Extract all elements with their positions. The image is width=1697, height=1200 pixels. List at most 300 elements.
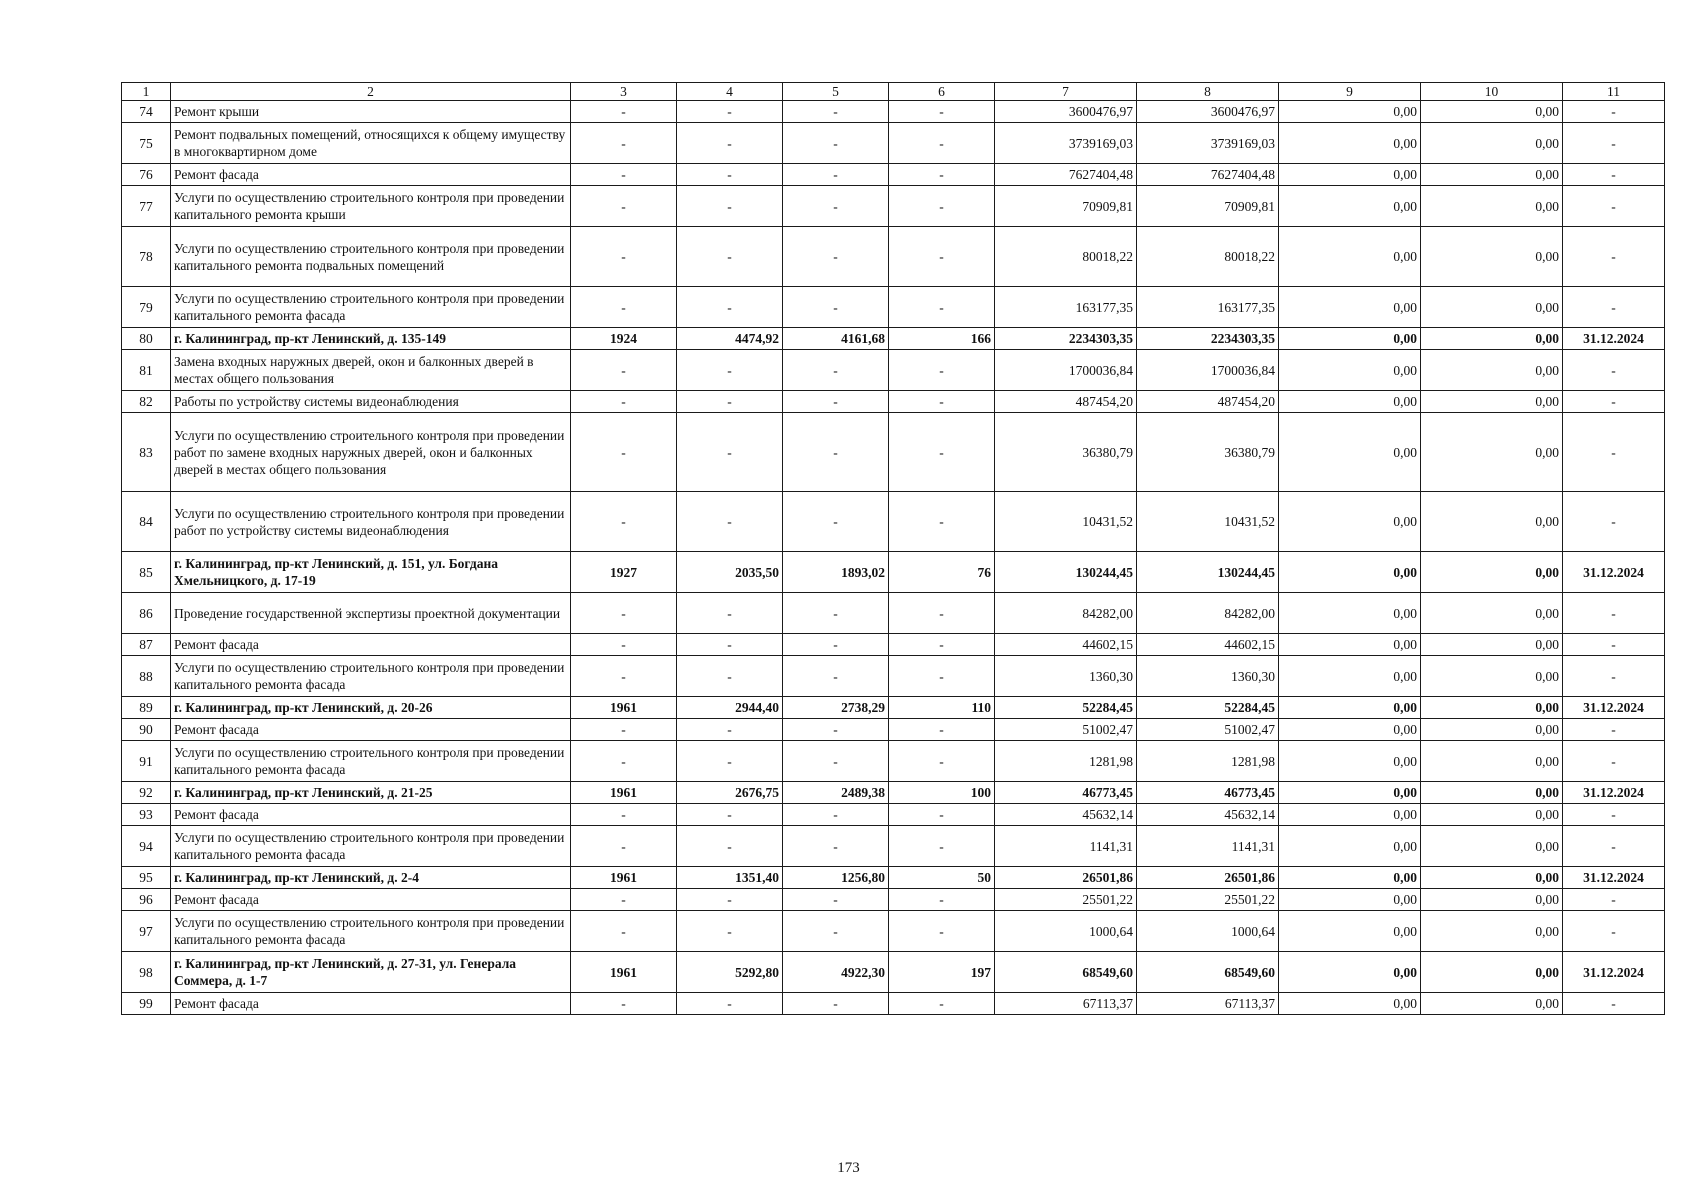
budget-cell: 0,00 [1279, 867, 1421, 889]
year-cell: 1961 [571, 867, 677, 889]
year-cell: - [571, 492, 677, 552]
row-number-cell: 86 [122, 593, 171, 634]
deadline-cell: - [1563, 287, 1665, 328]
year-cell: - [571, 826, 677, 867]
total-cost-cell: 46773,45 [995, 782, 1137, 804]
area-cell: - [677, 826, 783, 867]
other-cell: 0,00 [1421, 782, 1563, 804]
work-row [122, 186, 1665, 227]
total-cost-cell: 487454,20 [995, 391, 1137, 413]
total-cost-cell: 70909,81 [995, 186, 1137, 227]
living-area-cell: - [783, 593, 889, 634]
other-cell: 0,00 [1421, 593, 1563, 634]
area-cell: - [677, 227, 783, 287]
work-row [122, 634, 1665, 656]
address-row [122, 328, 1665, 350]
row-number-cell: 89 [122, 697, 171, 719]
other-cell: 0,00 [1421, 287, 1563, 328]
work-row [122, 492, 1665, 552]
work-name-cell: Услуги по осуществлению строительного контроля при проведении работ по устройству системы видеонаблюдения [171, 492, 571, 552]
budget-cell: 0,00 [1279, 101, 1421, 123]
year-cell: - [571, 350, 677, 391]
other-cell: 0,00 [1421, 993, 1563, 1015]
living-area-cell: - [783, 101, 889, 123]
year-cell: - [571, 911, 677, 952]
budget-cell: 0,00 [1279, 656, 1421, 697]
work-name-cell: Ремонт фасада [171, 993, 571, 1015]
residents-cell: - [889, 804, 995, 826]
total-cost-cell: 67113,37 [995, 993, 1137, 1015]
living-area-cell: - [783, 634, 889, 656]
other-cell: 0,00 [1421, 123, 1563, 164]
residents-cell: - [889, 719, 995, 741]
total-cost-cell: 10431,52 [995, 492, 1137, 552]
area-cell: - [677, 186, 783, 227]
fund-cost-cell: 52284,45 [1137, 697, 1279, 719]
residents-cell: 100 [889, 782, 995, 804]
row-number-cell: 97 [122, 911, 171, 952]
budget-cell: 0,00 [1279, 782, 1421, 804]
fund-cost-cell: 84282,00 [1137, 593, 1279, 634]
area-cell: - [677, 889, 783, 911]
total-cost-cell: 44602,15 [995, 634, 1137, 656]
column-header: 3 [571, 83, 677, 101]
row-number-cell: 85 [122, 552, 171, 593]
deadline-cell: - [1563, 413, 1665, 492]
year-cell: 1924 [571, 328, 677, 350]
area-cell: - [677, 634, 783, 656]
column-header: 5 [783, 83, 889, 101]
work-name-cell: г. Калининград, пр-кт Ленинский, д. 20-26 [171, 697, 571, 719]
work-name-cell: Услуги по осуществлению строительного контроля при проведении капитального ремонта фасада [171, 656, 571, 697]
year-cell: - [571, 101, 677, 123]
work-name-cell: Ремонт фасада [171, 719, 571, 741]
residents-cell: - [889, 656, 995, 697]
area-cell: 4474,92 [677, 328, 783, 350]
row-number-cell: 93 [122, 804, 171, 826]
residents-cell: - [889, 889, 995, 911]
other-cell: 0,00 [1421, 656, 1563, 697]
residents-cell: - [889, 101, 995, 123]
area-cell: 1351,40 [677, 867, 783, 889]
year-cell: - [571, 227, 677, 287]
residents-cell: - [889, 492, 995, 552]
row-number-cell: 91 [122, 741, 171, 782]
work-row [122, 719, 1665, 741]
work-name-cell: г. Калининград, пр-кт Ленинский, д. 21-25 [171, 782, 571, 804]
column-header: 1 [122, 83, 171, 101]
area-cell: - [677, 656, 783, 697]
work-row [122, 164, 1665, 186]
year-cell: 1961 [571, 952, 677, 993]
fund-cost-cell: 1360,30 [1137, 656, 1279, 697]
other-cell: 0,00 [1421, 186, 1563, 227]
fund-cost-cell: 46773,45 [1137, 782, 1279, 804]
budget-cell: 0,00 [1279, 826, 1421, 867]
fund-cost-cell: 3739169,03 [1137, 123, 1279, 164]
budget-cell: 0,00 [1279, 123, 1421, 164]
year-cell: - [571, 889, 677, 911]
total-cost-cell: 163177,35 [995, 287, 1137, 328]
residents-cell: - [889, 413, 995, 492]
living-area-cell: - [783, 227, 889, 287]
budget-cell: 0,00 [1279, 164, 1421, 186]
work-name-cell: Ремонт фасада [171, 164, 571, 186]
row-number-cell: 87 [122, 634, 171, 656]
work-name-cell: Услуги по осуществлению строительного контроля при проведении капитального ремонта фасада [171, 826, 571, 867]
other-cell: 0,00 [1421, 164, 1563, 186]
column-header: 7 [995, 83, 1137, 101]
living-area-cell: - [783, 287, 889, 328]
other-cell: 0,00 [1421, 413, 1563, 492]
work-row [122, 804, 1665, 826]
work-name-cell: Услуги по осуществлению строительного контроля при проведении работ по замене входных наружных дверей, окон и балконных дверей в местах общего пользования [171, 413, 571, 492]
work-name-cell: Услуги по осуществлению строительного контроля при проведении капитального ремонта крыши [171, 186, 571, 227]
deadline-cell: - [1563, 634, 1665, 656]
fund-cost-cell: 80018,22 [1137, 227, 1279, 287]
row-number-cell: 75 [122, 123, 171, 164]
total-cost-cell: 68549,60 [995, 952, 1137, 993]
year-cell: 1927 [571, 552, 677, 593]
residents-cell: 50 [889, 867, 995, 889]
residents-cell: - [889, 287, 995, 328]
area-cell: 2944,40 [677, 697, 783, 719]
row-number-cell: 82 [122, 391, 171, 413]
budget-cell: 0,00 [1279, 593, 1421, 634]
year-cell: - [571, 186, 677, 227]
row-number-cell: 92 [122, 782, 171, 804]
year-cell: - [571, 656, 677, 697]
fund-cost-cell: 163177,35 [1137, 287, 1279, 328]
area-cell: 2035,50 [677, 552, 783, 593]
residents-cell: - [889, 993, 995, 1015]
work-name-cell: Услуги по осуществлению строительного контроля при проведении капитального ремонта подвальных помещений [171, 227, 571, 287]
work-name-cell: Ремонт фасада [171, 889, 571, 911]
living-area-cell: - [783, 413, 889, 492]
total-cost-cell: 51002,47 [995, 719, 1137, 741]
fund-cost-cell: 130244,45 [1137, 552, 1279, 593]
area-cell: - [677, 741, 783, 782]
deadline-cell: - [1563, 911, 1665, 952]
row-number-cell: 74 [122, 101, 171, 123]
area-cell: - [677, 287, 783, 328]
other-cell: 0,00 [1421, 741, 1563, 782]
deadline-cell: - [1563, 826, 1665, 867]
residents-cell: 110 [889, 697, 995, 719]
work-name-cell: г. Калининград, пр-кт Ленинский, д. 135-149 [171, 328, 571, 350]
work-name-cell: Ремонт крыши [171, 101, 571, 123]
deadline-cell: 31.12.2024 [1563, 328, 1665, 350]
living-area-cell: - [783, 826, 889, 867]
living-area-cell: 4922,30 [783, 952, 889, 993]
year-cell: - [571, 164, 677, 186]
residents-cell: - [889, 826, 995, 867]
work-name-cell: г. Калининград, пр-кт Ленинский, д. 27-31, ул. Генерала Соммера, д. 1-7 [171, 952, 571, 993]
work-row [122, 227, 1665, 287]
year-cell: - [571, 287, 677, 328]
work-row [122, 101, 1665, 123]
work-name-cell: Замена входных наружных дверей, окон и балконных дверей в местах общего пользования [171, 350, 571, 391]
row-number-cell: 76 [122, 164, 171, 186]
budget-cell: 0,00 [1279, 413, 1421, 492]
table-body [122, 101, 1665, 1015]
living-area-cell: 1256,80 [783, 867, 889, 889]
budget-cell: 0,00 [1279, 804, 1421, 826]
living-area-cell: - [783, 656, 889, 697]
residents-cell: 166 [889, 328, 995, 350]
deadline-cell: 31.12.2024 [1563, 552, 1665, 593]
deadline-cell: - [1563, 804, 1665, 826]
total-cost-cell: 7627404,48 [995, 164, 1137, 186]
other-cell: 0,00 [1421, 804, 1563, 826]
work-name-cell: г. Калининград, пр-кт Ленинский, д. 151, ул. Богдана Хмельницкого, д. 17-19 [171, 552, 571, 593]
budget-cell: 0,00 [1279, 492, 1421, 552]
year-cell: 1961 [571, 697, 677, 719]
residents-cell: - [889, 391, 995, 413]
area-cell: 5292,80 [677, 952, 783, 993]
year-cell: - [571, 593, 677, 634]
work-row [122, 123, 1665, 164]
deadline-cell: - [1563, 227, 1665, 287]
total-cost-cell: 25501,22 [995, 889, 1137, 911]
total-cost-cell: 1000,64 [995, 911, 1137, 952]
work-name-cell: г. Калининград, пр-кт Ленинский, д. 2-4 [171, 867, 571, 889]
area-cell: - [677, 593, 783, 634]
budget-cell: 0,00 [1279, 889, 1421, 911]
total-cost-cell: 1141,31 [995, 826, 1137, 867]
total-cost-cell: 80018,22 [995, 227, 1137, 287]
deadline-cell: - [1563, 889, 1665, 911]
fund-cost-cell: 7627404,48 [1137, 164, 1279, 186]
living-area-cell: - [783, 741, 889, 782]
living-area-cell: 2489,38 [783, 782, 889, 804]
total-cost-cell: 1360,30 [995, 656, 1137, 697]
deadline-cell: 31.12.2024 [1563, 867, 1665, 889]
fund-cost-cell: 1700036,84 [1137, 350, 1279, 391]
row-number-cell: 98 [122, 952, 171, 993]
living-area-cell: - [783, 993, 889, 1015]
work-row [122, 889, 1665, 911]
budget-cell: 0,00 [1279, 552, 1421, 593]
fund-cost-cell: 68549,60 [1137, 952, 1279, 993]
other-cell: 0,00 [1421, 328, 1563, 350]
budget-cell: 0,00 [1279, 952, 1421, 993]
living-area-cell: 4161,68 [783, 328, 889, 350]
total-cost-cell: 3600476,97 [995, 101, 1137, 123]
area-cell: - [677, 719, 783, 741]
year-cell: - [571, 804, 677, 826]
residents-cell: - [889, 123, 995, 164]
work-row [122, 413, 1665, 492]
deadline-cell: 31.12.2024 [1563, 697, 1665, 719]
residents-cell: - [889, 593, 995, 634]
residents-cell: - [889, 350, 995, 391]
other-cell: 0,00 [1421, 889, 1563, 911]
area-cell: - [677, 492, 783, 552]
fund-cost-cell: 1000,64 [1137, 911, 1279, 952]
living-area-cell: - [783, 719, 889, 741]
budget-cell: 0,00 [1279, 719, 1421, 741]
fund-cost-cell: 487454,20 [1137, 391, 1279, 413]
address-row [122, 952, 1665, 993]
row-number-cell: 88 [122, 656, 171, 697]
area-cell: - [677, 101, 783, 123]
fund-cost-cell: 10431,52 [1137, 492, 1279, 552]
deadline-cell: - [1563, 101, 1665, 123]
column-header: 8 [1137, 83, 1279, 101]
total-cost-cell: 130244,45 [995, 552, 1137, 593]
other-cell: 0,00 [1421, 552, 1563, 593]
column-header: 2 [171, 83, 571, 101]
row-number-cell: 94 [122, 826, 171, 867]
budget-cell: 0,00 [1279, 350, 1421, 391]
deadline-cell: - [1563, 993, 1665, 1015]
fund-cost-cell: 2234303,35 [1137, 328, 1279, 350]
deadline-cell: - [1563, 164, 1665, 186]
total-cost-cell: 2234303,35 [995, 328, 1137, 350]
residents-cell: 76 [889, 552, 995, 593]
other-cell: 0,00 [1421, 952, 1563, 993]
living-area-cell: - [783, 804, 889, 826]
year-cell: - [571, 741, 677, 782]
residents-cell: 197 [889, 952, 995, 993]
living-area-cell: - [783, 123, 889, 164]
repair-works-table [121, 82, 1665, 1015]
other-cell: 0,00 [1421, 719, 1563, 741]
other-cell: 0,00 [1421, 101, 1563, 123]
column-header: 11 [1563, 83, 1665, 101]
budget-cell: 0,00 [1279, 741, 1421, 782]
total-cost-cell: 3739169,03 [995, 123, 1137, 164]
work-row [122, 350, 1665, 391]
work-name-cell: Услуги по осуществлению строительного контроля при проведении капитального ремонта фасада [171, 911, 571, 952]
deadline-cell: - [1563, 492, 1665, 552]
area-cell: - [677, 993, 783, 1015]
address-row [122, 697, 1665, 719]
work-name-cell: Ремонт подвальных помещений, относящихся к общему имуществу в многоквартирном доме [171, 123, 571, 164]
area-cell: - [677, 911, 783, 952]
column-header: 4 [677, 83, 783, 101]
year-cell: - [571, 719, 677, 741]
work-row [122, 593, 1665, 634]
work-name-cell: Проведение государственной экспертизы проектной документации [171, 593, 571, 634]
budget-cell: 0,00 [1279, 697, 1421, 719]
budget-cell: 0,00 [1279, 186, 1421, 227]
fund-cost-cell: 1281,98 [1137, 741, 1279, 782]
residents-cell: - [889, 186, 995, 227]
deadline-cell: - [1563, 123, 1665, 164]
address-row [122, 552, 1665, 593]
area-cell: - [677, 413, 783, 492]
row-number-cell: 77 [122, 186, 171, 227]
work-row [122, 993, 1665, 1015]
residents-cell: - [889, 227, 995, 287]
budget-cell: 0,00 [1279, 634, 1421, 656]
area-cell: - [677, 391, 783, 413]
deadline-cell: 31.12.2024 [1563, 952, 1665, 993]
work-row [122, 656, 1665, 697]
other-cell: 0,00 [1421, 391, 1563, 413]
total-cost-cell: 45632,14 [995, 804, 1137, 826]
other-cell: 0,00 [1421, 350, 1563, 391]
fund-cost-cell: 1141,31 [1137, 826, 1279, 867]
year-cell: 1961 [571, 782, 677, 804]
area-cell: - [677, 123, 783, 164]
other-cell: 0,00 [1421, 867, 1563, 889]
fund-cost-cell: 26501,86 [1137, 867, 1279, 889]
deadline-cell: - [1563, 391, 1665, 413]
address-row [122, 782, 1665, 804]
fund-cost-cell: 25501,22 [1137, 889, 1279, 911]
year-cell: - [571, 993, 677, 1015]
residents-cell: - [889, 164, 995, 186]
row-number-cell: 81 [122, 350, 171, 391]
total-cost-cell: 36380,79 [995, 413, 1137, 492]
row-number-cell: 90 [122, 719, 171, 741]
living-area-cell: - [783, 350, 889, 391]
other-cell: 0,00 [1421, 826, 1563, 867]
page-number: 173 [837, 1160, 860, 1176]
deadline-cell: - [1563, 350, 1665, 391]
fund-cost-cell: 3600476,97 [1137, 101, 1279, 123]
row-number-cell: 95 [122, 867, 171, 889]
work-row [122, 826, 1665, 867]
living-area-cell: - [783, 492, 889, 552]
deadline-cell: - [1563, 186, 1665, 227]
work-name-cell: Ремонт фасада [171, 804, 571, 826]
work-name-cell: Услуги по осуществлению строительного контроля при проведении капитального ремонта фасада [171, 741, 571, 782]
area-cell: - [677, 350, 783, 391]
budget-cell: 0,00 [1279, 993, 1421, 1015]
total-cost-cell: 26501,86 [995, 867, 1137, 889]
work-name-cell: Ремонт фасада [171, 634, 571, 656]
deadline-cell: - [1563, 593, 1665, 634]
column-number-row [122, 83, 1665, 101]
row-number-cell: 78 [122, 227, 171, 287]
work-row [122, 391, 1665, 413]
total-cost-cell: 1700036,84 [995, 350, 1137, 391]
deadline-cell: - [1563, 741, 1665, 782]
total-cost-cell: 84282,00 [995, 593, 1137, 634]
row-number-cell: 99 [122, 993, 171, 1015]
deadline-cell: 31.12.2024 [1563, 782, 1665, 804]
area-cell: 2676,75 [677, 782, 783, 804]
other-cell: 0,00 [1421, 634, 1563, 656]
deadline-cell: - [1563, 656, 1665, 697]
residents-cell: - [889, 741, 995, 782]
year-cell: - [571, 391, 677, 413]
total-cost-cell: 1281,98 [995, 741, 1137, 782]
row-number-cell: 84 [122, 492, 171, 552]
area-cell: - [677, 804, 783, 826]
year-cell: - [571, 634, 677, 656]
year-cell: - [571, 123, 677, 164]
column-header: 10 [1421, 83, 1563, 101]
row-number-cell: 83 [122, 413, 171, 492]
living-area-cell: - [783, 391, 889, 413]
budget-cell: 0,00 [1279, 227, 1421, 287]
deadline-cell: - [1563, 719, 1665, 741]
other-cell: 0,00 [1421, 492, 1563, 552]
fund-cost-cell: 70909,81 [1137, 186, 1279, 227]
budget-cell: 0,00 [1279, 328, 1421, 350]
other-cell: 0,00 [1421, 911, 1563, 952]
living-area-cell: - [783, 911, 889, 952]
residents-cell: - [889, 911, 995, 952]
fund-cost-cell: 44602,15 [1137, 634, 1279, 656]
other-cell: 0,00 [1421, 227, 1563, 287]
fund-cost-cell: 36380,79 [1137, 413, 1279, 492]
